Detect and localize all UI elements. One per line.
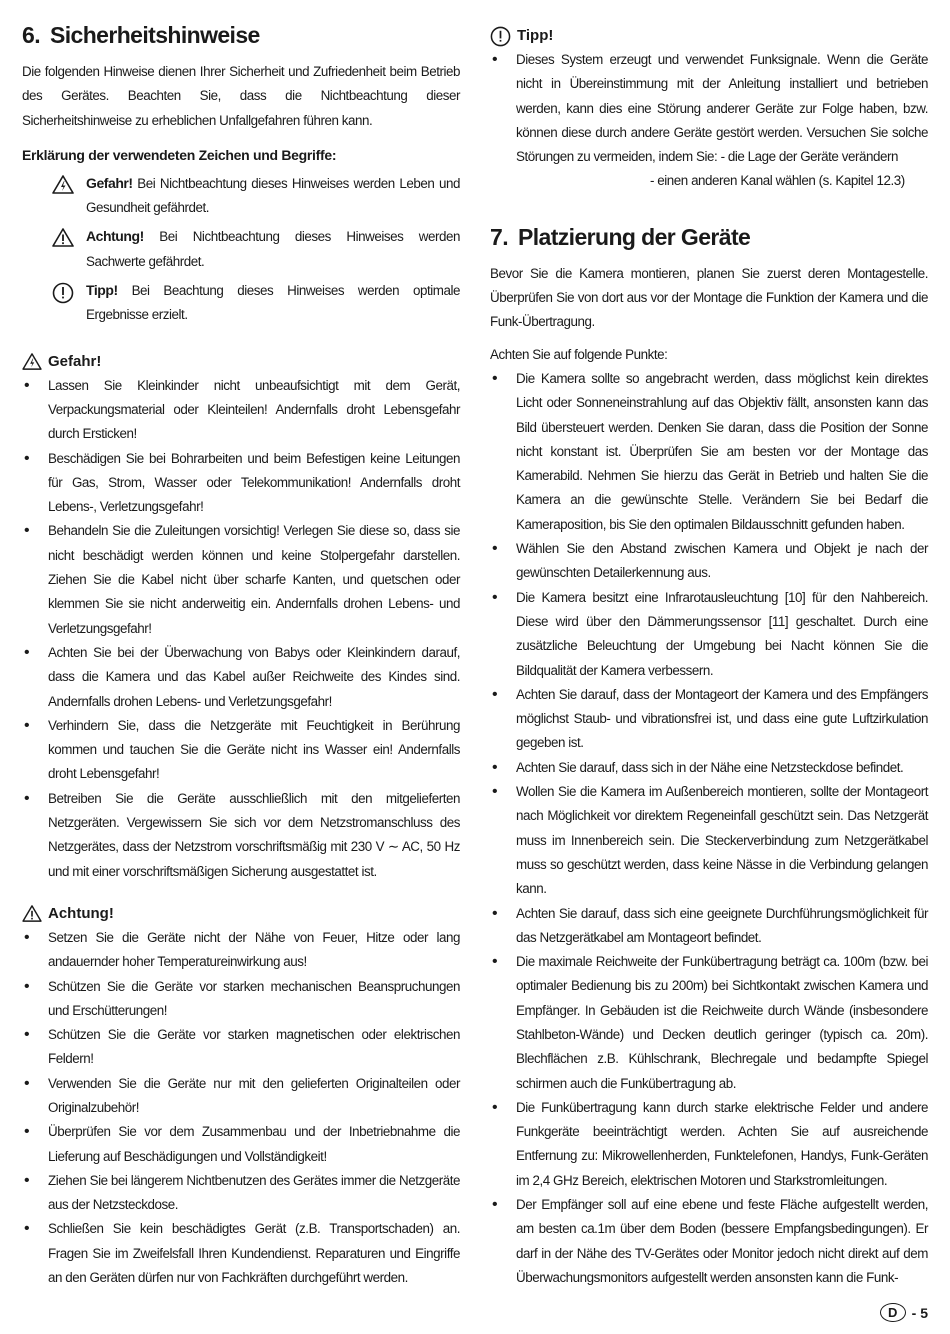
- symbol-danger-text: [86, 171, 460, 221]
- symbol-caution-text: [86, 224, 460, 274]
- tip-list: [490, 48, 928, 169]
- section-7-intro: Bevor Sie die Kamera montieren, planen Sie zuerst deren Montagestelle. Überprüfen Sie von dort aus vor der Montage die Funktion der Kamera und die Funk-Übertragung.: [490, 265, 928, 330]
- symbol-tip-text: [86, 278, 460, 328]
- list-item: • Die Kamera besitzt eine Infrarotausleuchtung [10] für den Nahbereich. Diese wird über den Dämmerungssensor [11] geschaltet. Durch eine zusätzliche Beleuchtung der Umgebung bei Nacht können Sie die Bildqualität der Kamera verbessern.: [490, 586, 928, 683]
- list-item: • Behandeln Sie die Zuleitungen vorsichtig! Verlegen Sie diese so, dass sie nicht beschädigt werden können und keine Stolpergefahr darstellen. Ziehen Sie die Kabel nicht über scharfe Kanten, und quetschen oder klemmen Sie sie nicht anderweitig ein. Andernfalls drohen Lebens- und Verletzungsgefahr!: [22, 519, 460, 640]
- list-item: • Die maximale Reichweite der Funkübertragung beträgt ca. 100m (bzw. bei optimaler Bedienung bis zu 200m) bei Sichtkontakt zwischen Kamera und Empfänger. In Gebäuden ist die Reichweite durch Wände (insbesondere Stahlbeton-Wände) und Decken deutlich geringer (typisch ca. 20m). Blechflächen z.B. Kühlschrank, Blechregale und bedampfte Spiegel schirmen auch die Funkübertragung ab.: [490, 950, 928, 1096]
- symbol-tip-row: [52, 278, 460, 328]
- list-item: • Beschädigen Sie bei Bohrarbeiten und beim Befestigen keine Leitungen für Gas, Strom, Wasser oder Telekommunikation! Andernfalls droht Lebens-, Verletzungsgefahr!: [22, 447, 460, 520]
- warning-triangle-icon: [52, 224, 86, 252]
- language-badge: D: [880, 1303, 906, 1322]
- symbol-danger-term: Gefahr!: [86, 174, 133, 191]
- list-item: • Überprüfen Sie vor dem Zusammenbau und der Inbetriebnahme die Lieferung auf Beschädigungen und Vollständigkeit!: [22, 1120, 460, 1169]
- list-item: • Wollen Sie die Kamera im Außenbereich montieren, sollte der Montageort nach Möglichkeit vor direktem Regeneinfall geschützt sein. Das Netzgerät muss im Innenbereich sein. Die Steckerverbindung zum Netzgerätkabel muss so geschützt werden, dass keine Nässe in die Verbindung gelangen kann.: [490, 780, 928, 901]
- symbol-tip-term: Tipp!: [86, 282, 118, 299]
- tip-heading-text: Tipp!: [517, 27, 554, 44]
- lightning-warning-icon: [52, 171, 86, 199]
- symbol-caution-row: [52, 224, 460, 274]
- section-6-intro: Die folgenden Hinweise dienen Ihrer Sicherheit und Zufriedenheit beim Betrieb des Gerätes. Beachten Sie, dass die Nichtbeachtung dieser Sicherheitshinweise zu erheblichen Unfallgefahren führen kann.: [22, 64, 460, 128]
- section-7-title-text: Platzierung der Geräte: [517, 223, 751, 250]
- symbol-danger-row: [52, 171, 460, 221]
- page-number: - 5: [911, 1304, 928, 1321]
- symbols-heading: Erklärung der verwendeten Zeichen und Begriffe:: [22, 146, 337, 163]
- section-7-title: [490, 220, 928, 254]
- list-item: • Achten Sie darauf, dass sich eine geeignete Durchführungsmöglichkeit für das Netzgerätkabel am Montageort befindet.: [490, 902, 928, 951]
- list-item: • Verwenden Sie die Geräte nur mit den gelieferten Originalteilen oder Originalzubehör!: [22, 1072, 460, 1121]
- list-item: • Die Funkübertragung kann durch starke elektrische Felder und andere Funkgeräte beeinträchtigt werden. Achten Sie auf ausreichende Entfernung zu: Mikrowellenherden, Funktelefonen, Handys, Funk-Geräten im 2,4 GHz Bereich, elektrischen Motoren und Starkstromleitungen.: [490, 1096, 928, 1193]
- left-column: [22, 18, 460, 1290]
- list-item: • Schützen Sie die Geräte vor starken magnetischen oder elektrischen Feldern!: [22, 1023, 460, 1072]
- danger-list: [22, 374, 460, 884]
- tip-options: [490, 169, 928, 193]
- tip-heading: [490, 24, 928, 48]
- danger-heading: [22, 350, 460, 374]
- tip-option-1: - die Lage der Geräte verändern: [720, 149, 898, 165]
- lightning-warning-icon: [22, 353, 42, 370]
- list-item: • Der Empfänger soll auf eine ebene und feste Fläche aufgestellt werden, am besten ca.1m über dem Boden (bessere Empfangsbedingungen). Er darf in der Nähe des TV-Gerätes oder Monitor jedoch nicht direkt auf dem Überwachungsmonitors aufgestellt werden ansonsten kann die Funk-: [490, 1193, 928, 1290]
- caution-heading-text: Achtung!: [48, 904, 114, 922]
- section-6-title-text: Sicherheitshinweise: [49, 22, 260, 48]
- list-item: • Schließen Sie kein beschädigtes Gerät (z.B. Transportschaden) an. Fragen Sie im Zweifelsfall Ihren Kundendienst. Reparaturen und Eingriffe an den Geräten dürfen nur von Fachkräften durchgeführt werden.: [22, 1217, 460, 1290]
- warning-triangle-icon: [22, 905, 42, 922]
- points-heading: Achten Sie auf folgende Punkte:: [490, 346, 668, 362]
- list-item: • Lassen Sie Kleinkinder nicht unbeaufsichtigt mit dem Gerät, Verpackungsmaterial oder Kleinteilen! Andernfalls droht Lebensgefahr durch Ersticken!: [22, 374, 460, 447]
- section-7-number: 7.: [490, 223, 508, 250]
- list-item: • Wählen Sie den Abstand zwischen Kamera und Objekt je nach der gewünschten Detailerkennung aus.: [490, 537, 928, 586]
- tip-circle-icon: [52, 278, 86, 309]
- list-item: [490, 48, 928, 169]
- symbol-caution-term: Achtung!: [86, 228, 144, 245]
- tip-text: Dieses System erzeugt und verwendet Funksignale. Wenn die Geräte nicht in Übereinstimmung mit der Anleitung installiert und betrieben werden, kann dies eine Störung anderer Geräte zur Folge haben, bzw. können diese durch andere Geräte gestört werden. Versuchen Sie solche Störungen zu vermeiden, indem Sie:: [516, 52, 928, 165]
- page-footer: [880, 1303, 928, 1322]
- list-item: • Setzen Sie die Geräte nicht der Nähe von Feuer, Hitze oder lang andauernder hoher Temperatureinwirkung aus!: [22, 926, 460, 975]
- caution-heading: [22, 902, 460, 926]
- section-6-number: 6.: [22, 22, 40, 48]
- symbol-tip-desc: Bei Beachtung dieses Hinweises werden optimale Ergebnisse erzielt.: [86, 283, 460, 323]
- list-item: • Betreiben Sie die Geräte ausschließlich mit den mitgelieferten Netzgeräten. Vergewissern Sie sich vor dem Netzstromanschluss des Netzgerätes, dass der Netzstrom vorschriftsmäßig mit 230 V ∼ AC, 50 Hz und mit einer vorschriftsmäßigen Sicherung ausgestattet ist.: [22, 787, 460, 884]
- right-column: [490, 18, 928, 1290]
- list-item: • Die Kamera sollte so angebracht werden, dass möglichst kein direktes Licht oder Sonneneinstrahlung auf das Objektiv fällt, ansonsten kann das Bild übersteuert werden. Denken Sie daran, dass die Position der Sonne nicht konstant ist. Überprüfen Sie am besten vor der Montage das Kamerabild. Nehmen Sie hierzu das Gerät in Betrieb und halten Sie die Kamera an die gewünschte Stelle. Verändern Sie bei Bedarf die Kameraposition, bis Sie den optimalen Bildausschnitt gefunden haben.: [490, 367, 928, 537]
- points-list: [490, 367, 928, 1290]
- list-item: • Achten Sie darauf, dass sich in der Nähe eine Netzsteckdose befindet.: [490, 756, 928, 780]
- list-item: • Schützen Sie die Geräte vor starken mechanischen Beanspruchungen und Erschütterungen!: [22, 975, 460, 1024]
- symbol-caution-desc: Bei Nichtbeachtung dieses Hinweises werden Sachwerte gefährdet.: [86, 229, 460, 269]
- danger-heading-text: Gefahr!: [48, 352, 102, 370]
- section-6-title: [22, 18, 460, 52]
- list-item: • Achten Sie bei der Überwachung von Babys oder Kleinkindern darauf, dass die Kamera und das Kabel außer Reichweite des Kindes sind. Andernfalls drohen Lebens- und Verletzungsgefahr!: [22, 641, 460, 714]
- list-item: • Verhindern Sie, dass die Netzgeräte mit Feuchtigkeit in Berührung kommen und tauchen Sie die Geräte nicht ins Wasser ein! Andernfalls droht Lebensgefahr!: [22, 714, 460, 787]
- symbol-danger-desc: Bei Nichtbeachtung dieses Hinweises werden Leben und Gesundheit gefährdet.: [86, 175, 460, 216]
- caution-list: [22, 926, 460, 1290]
- tip-circle-icon: [490, 26, 511, 47]
- tip-option-2: - einen anderen Kanal wählen (s. Kapitel 12.3): [650, 173, 905, 189]
- list-item: • Ziehen Sie bei längerem Nichtbenutzen des Gerätes immer die Netzgeräte aus der Netzsteckdose.: [22, 1169, 460, 1218]
- list-item: • Achten Sie darauf, dass der Montageort der Kamera und des Empfängers möglichst Staub- und vibrationsfrei ist, und dass eine gute Luftzirkulation gegeben ist.: [490, 683, 928, 756]
